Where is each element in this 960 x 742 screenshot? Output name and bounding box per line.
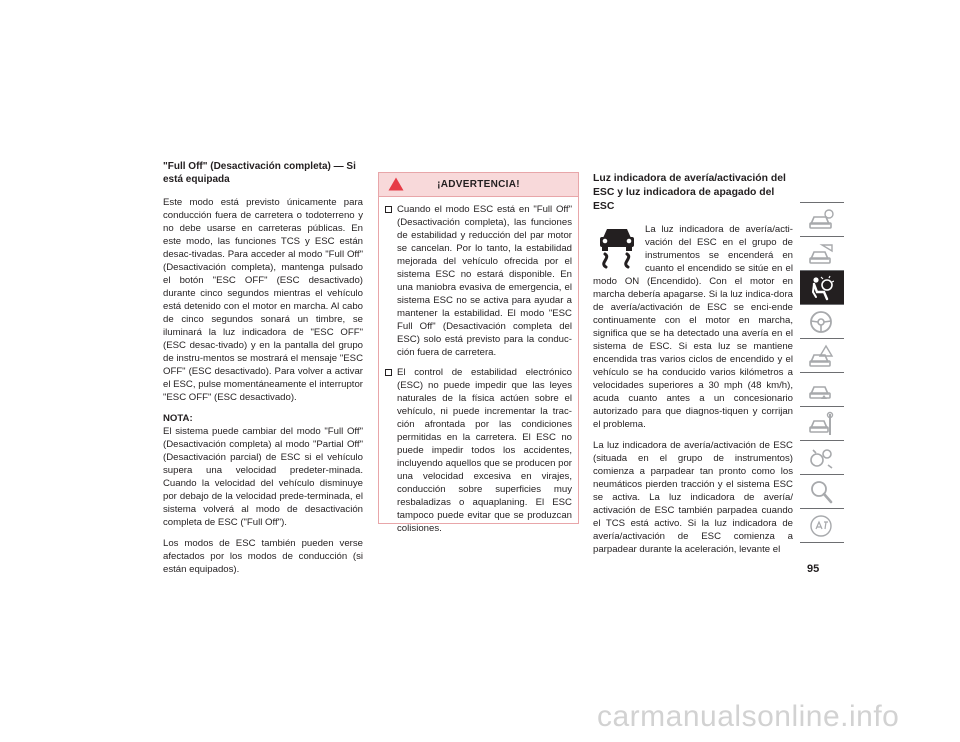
closing-paragraph: Los modos de ESC también pueden verse afectados por los modos de conducción (si están equipados). bbox=[163, 538, 363, 575]
left-column bbox=[163, 160, 363, 584]
car-service-icon bbox=[808, 411, 834, 437]
car-specs-icon bbox=[808, 445, 834, 471]
car-hazard-icon bbox=[808, 377, 834, 403]
warning-item bbox=[385, 366, 572, 535]
chapter-tab[interactable] bbox=[800, 304, 844, 338]
chapter-tab[interactable] bbox=[800, 236, 844, 270]
multilingual-icon bbox=[808, 513, 834, 539]
chapter-tab[interactable] bbox=[800, 338, 844, 372]
chapter-tabs bbox=[800, 202, 844, 543]
car-info-icon bbox=[808, 207, 834, 233]
warning-title: ¡ADVERTENCIA! bbox=[437, 179, 520, 190]
magnifier-icon bbox=[808, 479, 834, 505]
tab-divider bbox=[800, 542, 844, 543]
checkbox-bullet-icon bbox=[385, 206, 392, 213]
checkbox-bullet-icon bbox=[385, 369, 392, 376]
warning-item bbox=[385, 203, 572, 359]
chapter-tab[interactable] bbox=[800, 202, 844, 236]
warning-body bbox=[379, 197, 578, 535]
body-paragraph: Este modo está previsto únicamente para conducción fuera de carretera o todoterreno y no debe usarse en carreteras públicas. En este modo, las funciones TCS y ESC están desac-tivadas. Para acceder al modo "Full Off" (Desactivación completa), mantenga pulsado el botón "ESC OFF" (ESC desactivado) durante cinco segundos mientras el vehículo está detenido con el motor en marcha. Al cabo de cinco segundos sonará un timbre, se iluminará la luz indicadora de "ESC OFF" (ESC desac-tivado) y en la pantalla del grupo de instru-mentos se mostrará el mensaje "ESC OFF" (ESC desactivado). Para volver a activar el ESC, pulse momentáneamente el interruptor "ESC OFF" (ESC desactivado). bbox=[163, 197, 363, 403]
warning-item-text: Cuando el modo ESC está en "Full Off" (Desactivación completa), las funciones de estabilidad y reducción del par motor se cancelan. Por lo tanto, la estabilidad mejorada del vehículo ofrecida por el sistema ESC no estará disponible. En una maniobra evasiva de emergencia, el sistema ESC no se activa para ayudar a mantener la estabilidad. El modo "ESC Full Off" (Desactivación completa del ESC) solo está previsto para la conduc-ción fuera de carretera. bbox=[397, 204, 572, 358]
chapter-tab-active[interactable] bbox=[800, 270, 844, 304]
body-paragraph: La luz indicadora de avería/activación de ESC (situada en el grupo de instrumentos) comienza a parpadear tan pronto como los neumáticos pierden tracción y el sistema ESC se activa. La luz indicadora de avería/ activación de ESC también parpadea cuando el TCS está activo. Si la luz indicadora de avería/activación de ESC comienza a parpadear durante la aceleración, levante el bbox=[593, 440, 793, 555]
chapter-tab[interactable] bbox=[800, 474, 844, 508]
airbag-seat-icon bbox=[808, 275, 834, 301]
section-subheading: "Full Off" (Desactivación completa) — Si está equipada bbox=[163, 161, 356, 185]
note-text: El sistema puede cambiar del modo "Full Off" (Desactivación completa) al modo "Partial Off" (Desactivación parcial) de ESC si el vehículo supera una velocidad predeter-minada. Cuando la velocidad del vehículo disminuye por debajo de la velocidad prede-terminada, el sistema volverá al modo de desactivación completa de ESC ("Full Off"). bbox=[163, 426, 363, 528]
section-heading: Luz indicadora de avería/activación del ESC y luz indicadora de apagado del ESC bbox=[593, 173, 786, 212]
note-heading: NOTA: bbox=[163, 413, 193, 424]
warning-item-text: El control de estabilidad electrónico (ESC) no puede impedir que las leyes naturales de la física actúen sobre el vehículo, ni puede incrementar la trac-ción afrontada por las condiciones permitidas en la carretera. El ESC no puede impedir todos los accidentes, incluyendo aquellos que se producen por una velocidad excesiva en virajes, conducción sobre superficies muy resbaladizas o aquaplaning. El ESC tampoco puede evitar que se produzcan colisiones. bbox=[397, 367, 572, 534]
chapter-tab[interactable] bbox=[800, 372, 844, 406]
warning-box bbox=[378, 172, 579, 534]
car-warning-icon bbox=[808, 343, 834, 369]
watermark: carmanualsonline.info bbox=[597, 700, 900, 733]
chapter-tab[interactable] bbox=[800, 508, 844, 542]
chapter-tab[interactable] bbox=[800, 440, 844, 474]
esc-skid-car-icon bbox=[593, 223, 641, 269]
right-column bbox=[593, 172, 793, 564]
chapter-tab[interactable] bbox=[800, 406, 844, 440]
car-key-icon bbox=[808, 241, 834, 267]
page-number: 95 bbox=[807, 563, 820, 575]
warning-header bbox=[379, 173, 578, 197]
steering-wheel-icon bbox=[808, 309, 834, 335]
body-paragraph: La luz indicadora de avería/acti-vación del ESC en el grupo de instrumentos se encenderá en cuanto el encendido se sitúe en el modo ON (Encendido). Con el motor en marcha debería apagarse. Si la luz indica-dora de avería/activación de ESC se enci-ende continuamente con el motor en marcha, significa que se ha detectado una avería en el sistema de ESC. Si esta luz se mantiene encendida tras varios ciclos de encendido y el vehículo se ha conducido varios kilómetros a velocidades superiores a 30 mph (48 km/h), acuda cuanto antes a un concesionario autorizado para que diagnos-tiquen y corrijan el problema. bbox=[593, 224, 793, 430]
